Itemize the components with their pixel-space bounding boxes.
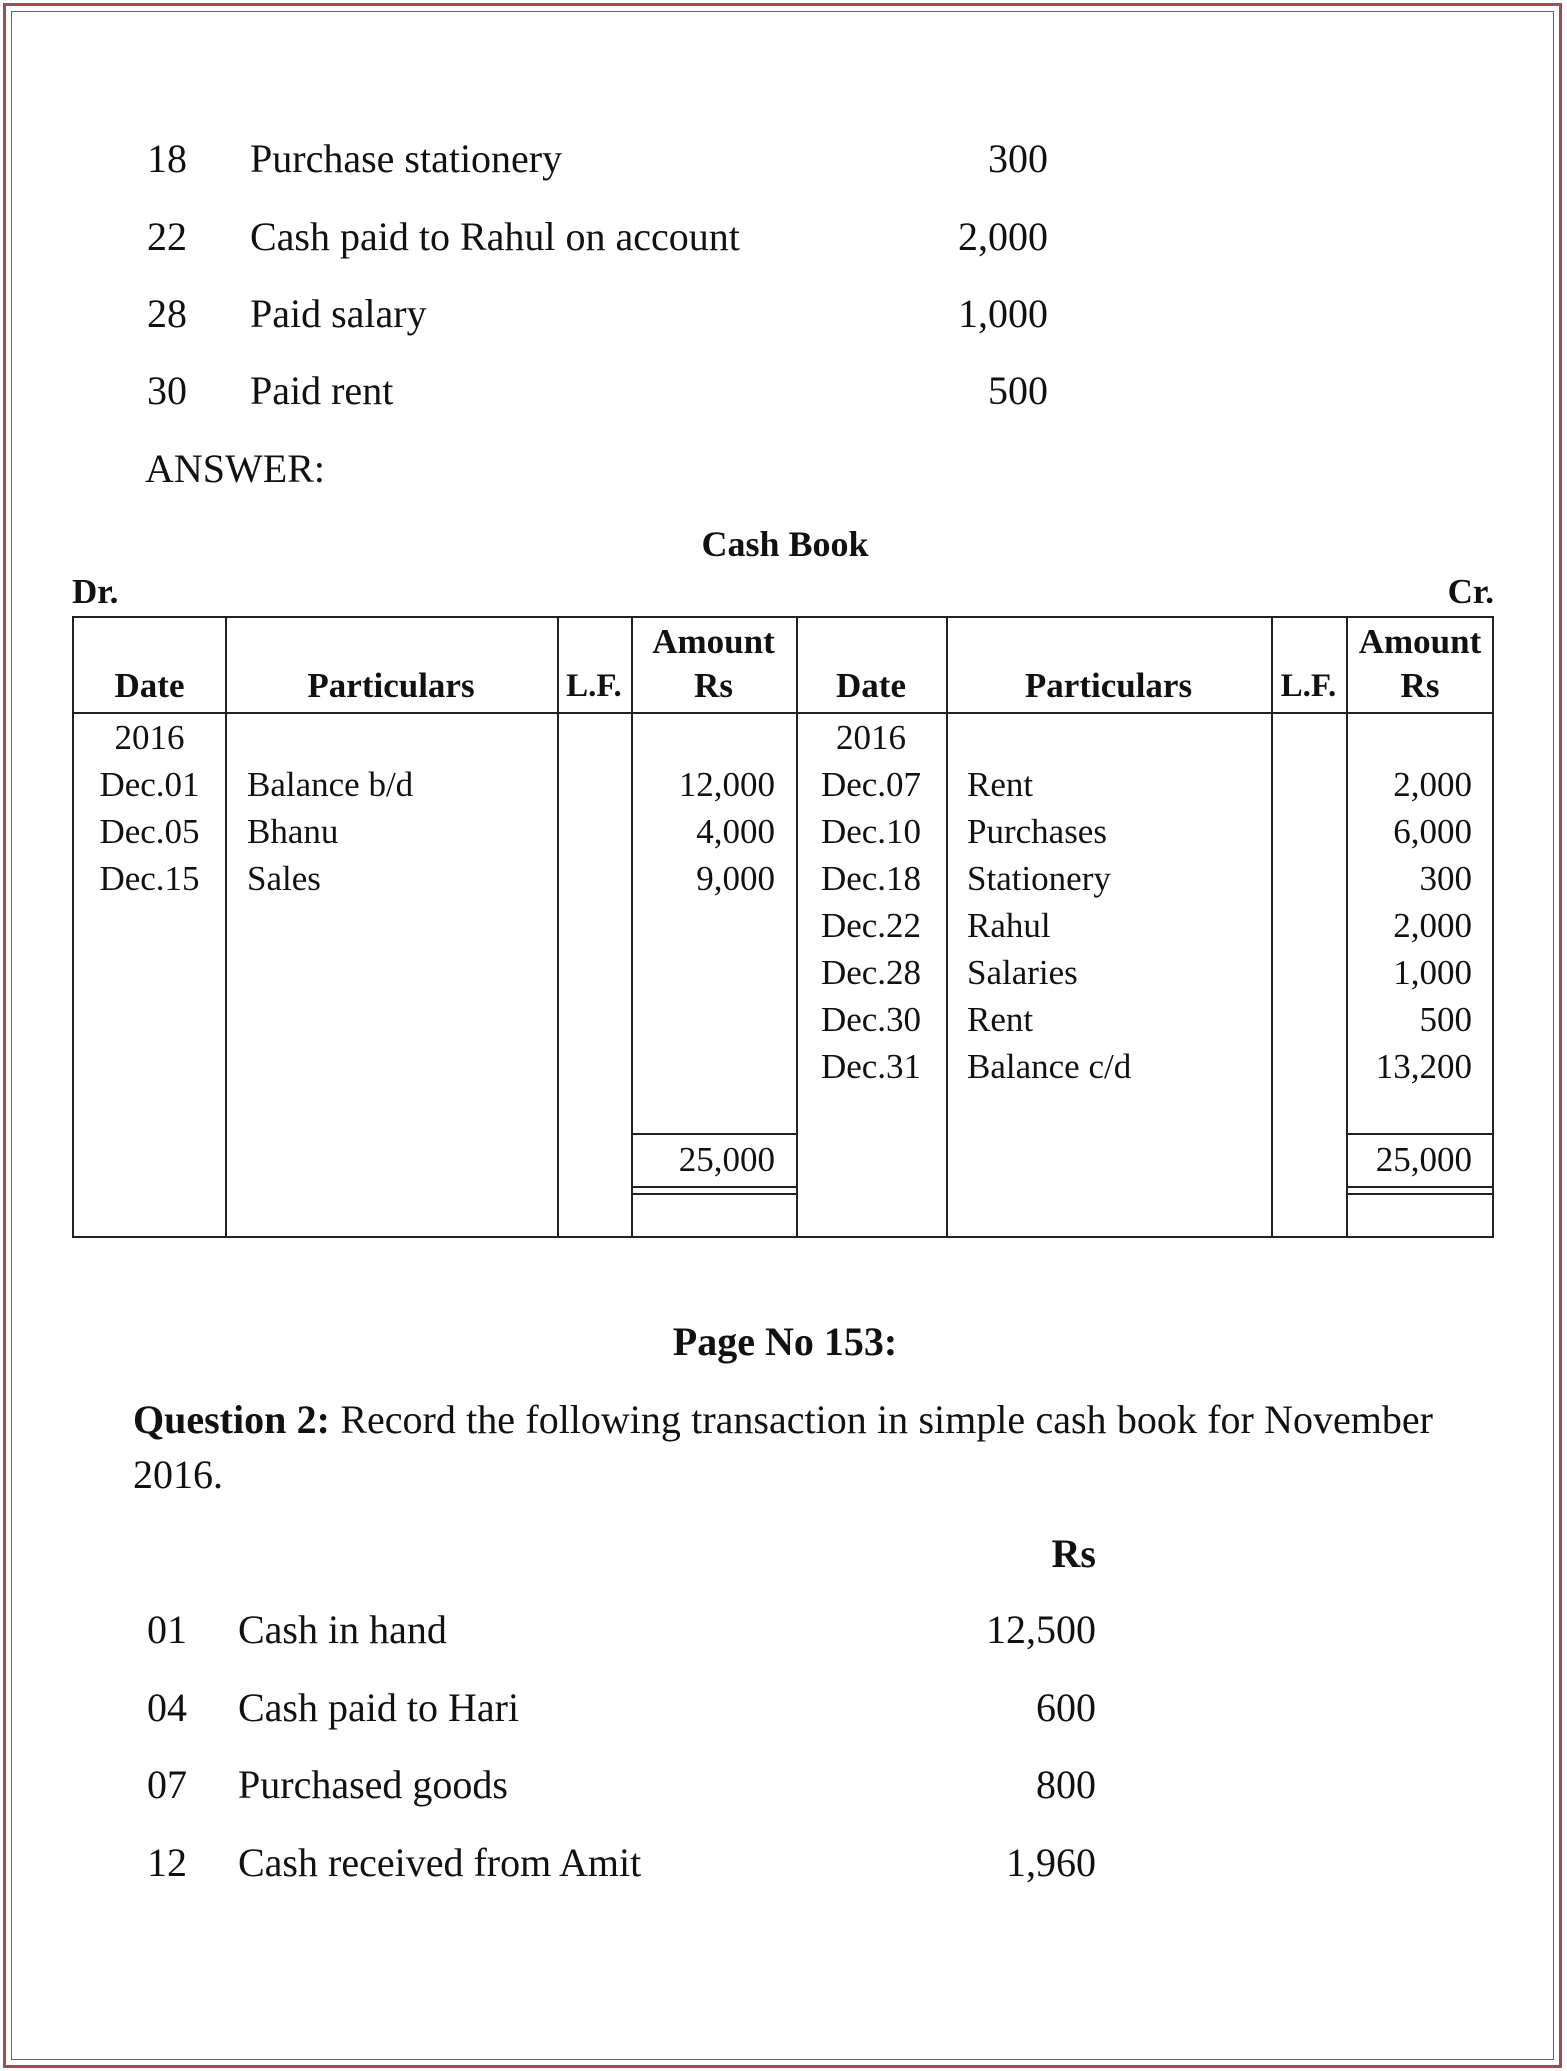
list-item-desc: Cash in hand xyxy=(238,1607,447,1652)
credit-date: Dec.22 xyxy=(820,906,922,945)
credit-date: Dec.31 xyxy=(820,1047,922,1086)
credit-amount: 6,000 xyxy=(1393,812,1472,851)
cash-book-table xyxy=(72,616,1494,1238)
debit-amounts xyxy=(631,761,775,902)
header-rule xyxy=(74,712,1492,714)
credit-particular: Salaries xyxy=(967,953,1078,992)
list-item-desc: Purchased goods xyxy=(238,1762,508,1807)
total-rule-top xyxy=(1346,1133,1492,1135)
column-divider xyxy=(225,618,227,1236)
dr-label: Dr. xyxy=(72,572,119,611)
credit-particular: Purchases xyxy=(967,812,1107,851)
header-particulars: Particulars xyxy=(1024,666,1193,705)
credit-amount: 300 xyxy=(1419,859,1472,898)
credit-amount: 2,000 xyxy=(1393,765,1472,804)
total-rule-double xyxy=(631,1186,796,1188)
header-particulars: Particulars xyxy=(307,666,475,705)
list-item-day: 07 xyxy=(147,1762,187,1807)
header-amount-rs: Rs xyxy=(694,666,733,705)
page-number: Page No 153: xyxy=(672,1319,898,1364)
list-item-day: 01 xyxy=(147,1607,187,1652)
credit-date: Dec.18 xyxy=(820,859,922,898)
credit-amount: 1,000 xyxy=(1393,953,1472,992)
debit-amount: 12,000 xyxy=(678,765,775,804)
credit-year: 2016 xyxy=(836,718,906,757)
rs-header: Rs xyxy=(1051,1531,1096,1576)
debit-particular: Bhanu xyxy=(247,812,339,851)
debit-date: Dec.01 xyxy=(99,765,200,804)
list-item-desc: Purchase stationery xyxy=(250,136,563,181)
header-date: Date xyxy=(114,666,185,705)
debit-date: Dec.15 xyxy=(99,859,200,898)
debit-particular: Sales xyxy=(247,859,321,898)
total-rule-double xyxy=(631,1193,796,1195)
list-item-desc: Cash paid to Hari xyxy=(238,1685,520,1730)
list-item-amount: 500 xyxy=(988,368,1048,413)
list-item-amount: 300 xyxy=(988,136,1048,181)
column-divider xyxy=(946,618,948,1236)
credit-amount: 13,200 xyxy=(1375,1047,1472,1086)
list-item-amount: 600 xyxy=(1036,1685,1096,1730)
total-rule-double xyxy=(1346,1193,1492,1195)
header-date: Date xyxy=(836,666,906,705)
credit-amount: 2,000 xyxy=(1393,906,1472,945)
debit-amount: 4,000 xyxy=(696,812,775,851)
list-item-day: 04 xyxy=(147,1685,187,1730)
debit-total: 25,000 xyxy=(678,1140,775,1179)
cash-book-title: Cash Book xyxy=(701,524,869,564)
header-lf: L.F. xyxy=(566,668,622,704)
credit-amount: 500 xyxy=(1419,1000,1472,1039)
list-item-day: 18 xyxy=(147,136,187,181)
cr-label: Cr. xyxy=(1447,572,1494,611)
list-item-day: 22 xyxy=(147,214,187,259)
debit-amount: 9,000 xyxy=(696,859,775,898)
credit-date: Dec.30 xyxy=(820,1000,922,1039)
total-rule-double xyxy=(1346,1186,1492,1188)
credit-particulars xyxy=(967,761,1131,1090)
list-item-amount: 800 xyxy=(1036,1762,1096,1807)
debit-particular: Balance b/d xyxy=(247,765,414,804)
list-item-desc: Paid rent xyxy=(250,368,394,413)
credit-particular: Rent xyxy=(967,765,1034,804)
debit-year: 2016 xyxy=(114,718,185,757)
list-item-day: 28 xyxy=(147,291,187,336)
list-item-desc: Cash received from Amit xyxy=(238,1840,642,1885)
credit-date: Dec.10 xyxy=(820,812,922,851)
question-text xyxy=(133,1392,1433,1502)
credit-particular: Stationery xyxy=(967,859,1111,898)
column-divider xyxy=(557,618,559,1236)
question-body: Record the following transaction in simple cash book for November 2016. xyxy=(133,1397,1433,1497)
credit-total: 25,000 xyxy=(1375,1140,1472,1179)
credit-dates xyxy=(796,761,946,1090)
list-item-amount: 1,960 xyxy=(1006,1840,1096,1885)
list-item-day: 30 xyxy=(147,368,187,413)
header-lf: L.F. xyxy=(1280,668,1337,704)
question-label: Question 2: xyxy=(133,1397,331,1442)
debit-dates xyxy=(74,761,225,902)
header-amount-rs: Rs xyxy=(1400,666,1440,705)
credit-amounts xyxy=(1346,761,1472,1090)
header-amount: Amount xyxy=(1358,622,1482,661)
column-divider xyxy=(1271,618,1273,1236)
credit-date: Dec.07 xyxy=(820,765,922,804)
credit-particular: Rahul xyxy=(967,906,1051,945)
list-item-desc: Paid salary xyxy=(250,291,427,336)
list-item-day: 12 xyxy=(147,1840,187,1885)
list-item-amount: 1,000 xyxy=(958,291,1048,336)
total-rule-top xyxy=(631,1133,796,1135)
answer-label: ANSWER: xyxy=(145,446,325,491)
header-amount: Amount xyxy=(652,622,775,661)
credit-particular: Balance c/d xyxy=(967,1047,1132,1086)
list-item-desc: Cash paid to Rahul on account xyxy=(250,214,740,259)
list-item-amount: 2,000 xyxy=(958,214,1048,259)
list-item-amount: 12,500 xyxy=(986,1607,1096,1652)
credit-particular: Rent xyxy=(967,1000,1034,1039)
credit-date: Dec.28 xyxy=(820,953,922,992)
debit-particulars xyxy=(247,761,413,902)
debit-date: Dec.05 xyxy=(99,812,200,851)
